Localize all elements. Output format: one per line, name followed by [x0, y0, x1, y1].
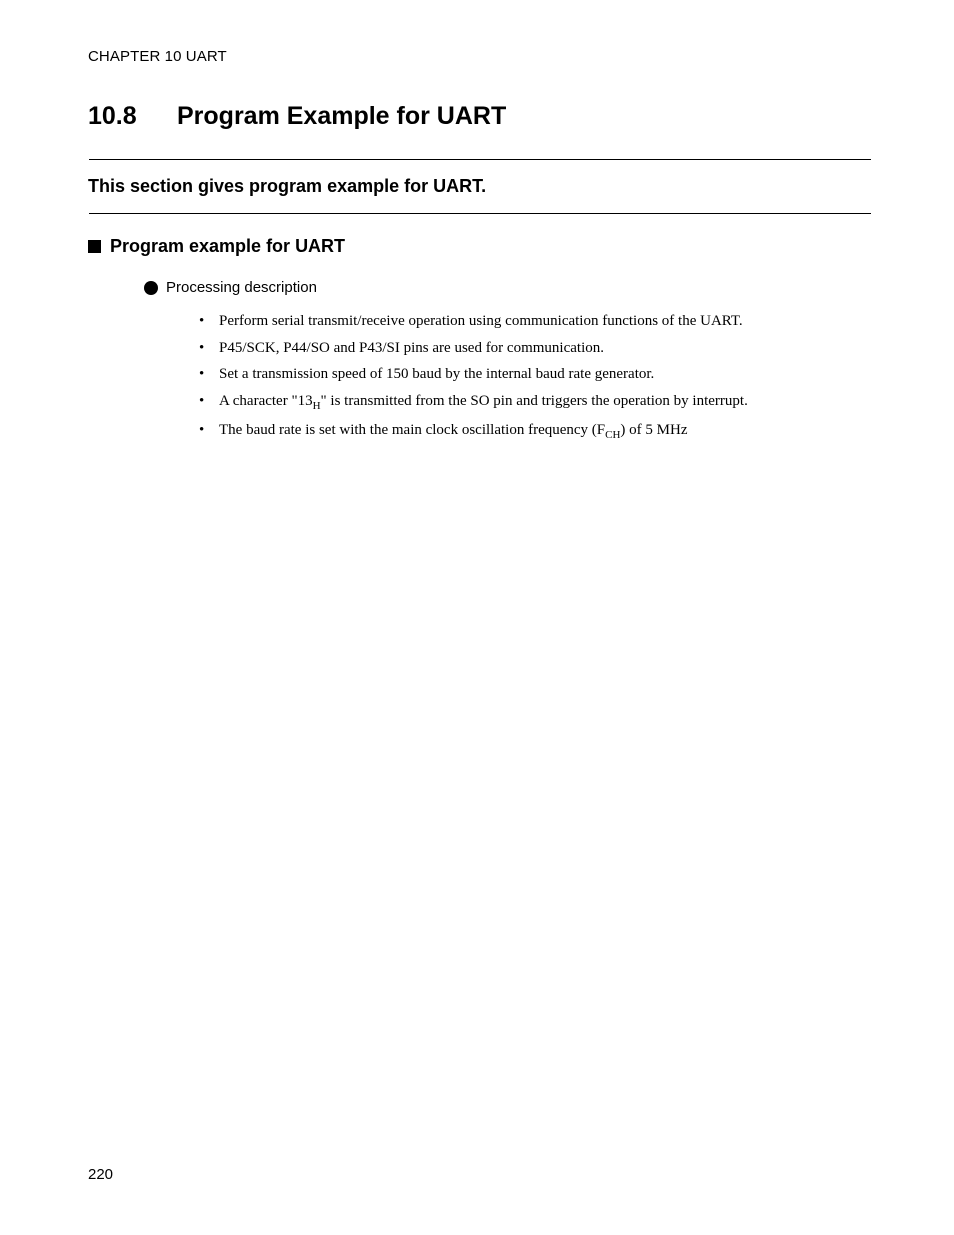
summary-rule-bottom	[89, 213, 871, 214]
list-item-text: ) of 5 MHz	[620, 421, 688, 438]
bullet-icon: •	[199, 313, 205, 329]
section-number: 10.8	[88, 102, 137, 130]
black-square-icon	[88, 240, 101, 253]
bullet-icon: •	[199, 366, 205, 382]
section-title-text: Program Example for UART	[177, 102, 507, 130]
processing-title: Processing description	[166, 279, 317, 296]
subscript: CH	[605, 428, 621, 441]
list-item-text: The baud rate is set with the main clock oscillation frequency (F	[219, 421, 606, 438]
list-item-text: " is transmitted from the SO pin and triggers the operation by interrupt.	[320, 392, 748, 409]
list-item	[199, 392, 748, 421]
list-item	[199, 339, 748, 366]
bullet-icon: •	[199, 339, 205, 356]
bullet-icon: •	[199, 421, 205, 438]
black-circle-icon	[144, 281, 158, 295]
list-item-text: P45/SCK, P44/SO and P43/SI pins are used for communication.	[219, 339, 604, 356]
page-number: 220	[88, 1166, 114, 1183]
subsection-heading	[88, 236, 345, 257]
summary-rule-top	[89, 159, 871, 160]
list-item	[199, 365, 748, 392]
list-item-text: Perform serial transmit/receive operation using communication functions of the UART.	[219, 313, 743, 329]
bullet-icon: •	[199, 392, 205, 409]
processing-list	[199, 312, 748, 447]
subscript: H	[312, 399, 321, 412]
section-title	[88, 102, 506, 131]
subsection-title: Program example for UART	[110, 236, 346, 256]
list-item-text: Set a transmission speed of 150 baud by the internal baud rate generator.	[219, 366, 655, 382]
processing-heading	[144, 279, 317, 296]
list-item-text: A character "13	[219, 392, 313, 409]
list-item	[199, 312, 748, 339]
list-item	[199, 421, 748, 448]
running-header: CHAPTER 10 UART	[88, 48, 227, 65]
section-summary: This section gives program example for UART.	[88, 176, 487, 196]
